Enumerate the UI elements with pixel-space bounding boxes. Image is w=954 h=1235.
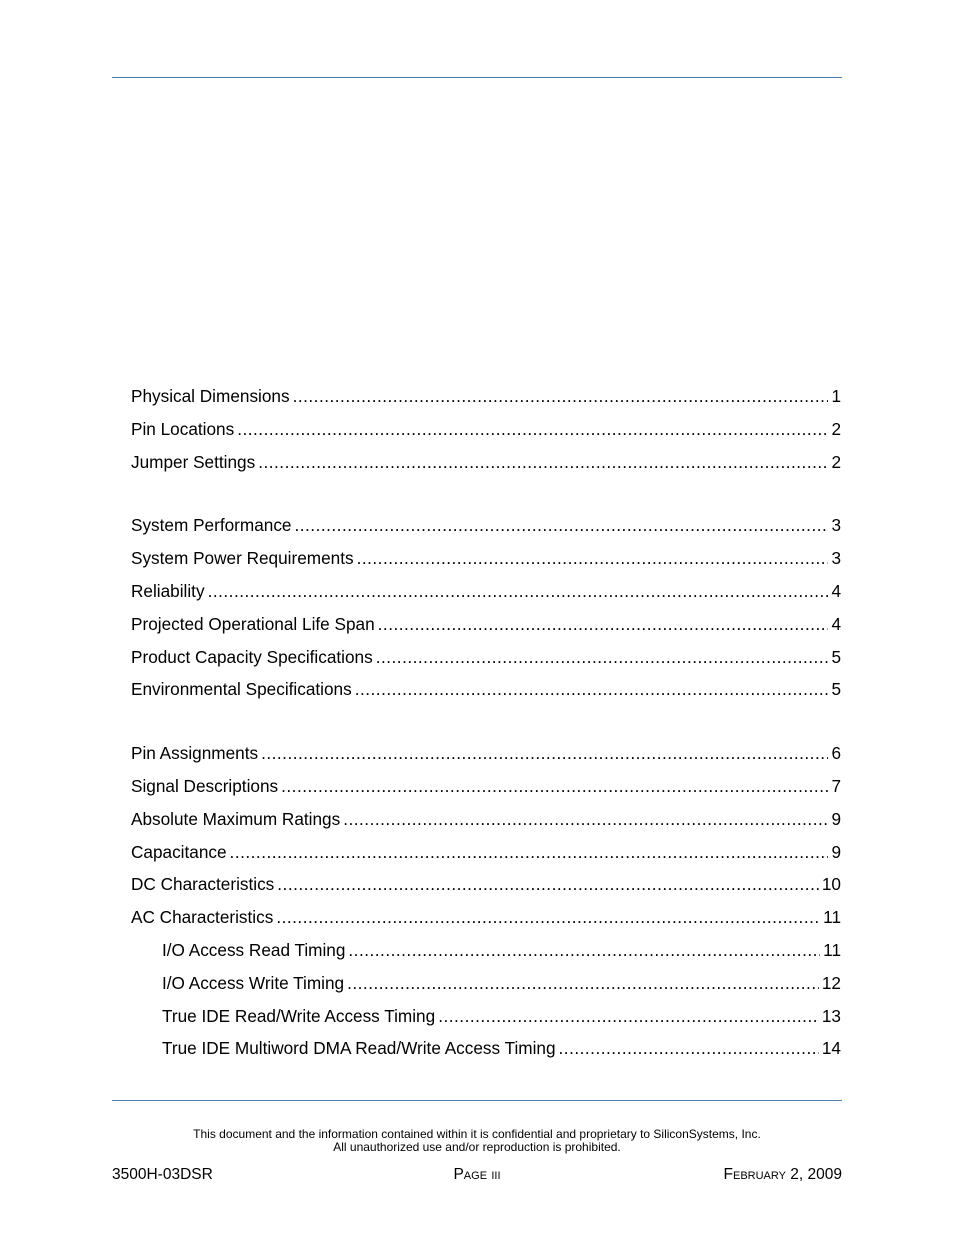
toc-entry-page: 5: [831, 679, 841, 700]
document-date: February 2, 2009: [723, 1166, 842, 1183]
toc-dot-leader: [378, 608, 829, 641]
table-of-contents: [131, 380, 841, 1096]
toc-entry-page: 13: [821, 1005, 841, 1026]
toc-entry-title: Pin Locations: [131, 418, 235, 439]
toc-dot-leader: [276, 901, 820, 934]
toc-entry[interactable]: [131, 413, 841, 446]
page-number: Page iii: [453, 1166, 501, 1183]
toc-dot-leader: [347, 967, 819, 1000]
toc-entry[interactable]: [131, 967, 841, 1000]
toc-entry[interactable]: [131, 1032, 841, 1065]
toc-group: [131, 380, 841, 478]
toc-entry-title: Product Capacity Specifications: [131, 646, 373, 667]
toc-entry-title: Pin Assignments: [131, 743, 259, 764]
toc-entry-page: 5: [831, 646, 841, 667]
toc-entry-page: 2: [831, 418, 841, 439]
toc-dot-leader: [355, 673, 829, 706]
toc-dot-leader: [348, 934, 820, 967]
toc-entry-title: System Performance: [131, 515, 292, 536]
notice-line-2: All unauthorized use and/or reproduction is prohibited.: [333, 1140, 621, 1154]
toc-dot-leader: [357, 542, 829, 575]
toc-entry[interactable]: [131, 901, 841, 934]
toc-entry[interactable]: [131, 641, 841, 674]
toc-entry-page: 3: [831, 548, 841, 569]
page-footer: [112, 1166, 842, 1186]
toc-entry[interactable]: [131, 673, 841, 706]
toc-entry-title: I/O Access Write Timing: [162, 972, 345, 993]
toc-entry-page: 7: [831, 775, 841, 796]
header-rule: [112, 77, 842, 78]
toc-entry[interactable]: [131, 803, 841, 836]
toc-entry-title: Absolute Maximum Ratings: [131, 808, 341, 829]
confidentiality-notice: [0, 1128, 954, 1154]
toc-dot-leader: [261, 737, 828, 770]
toc-entry-title: True IDE Read/Write Access Timing: [162, 1005, 436, 1026]
toc-dot-leader: [293, 380, 829, 413]
toc-entry-title: AC Characteristics: [131, 907, 274, 928]
toc-entry-title: Reliability: [131, 580, 205, 601]
toc-entry-page: 6: [831, 743, 841, 764]
toc-entry-page: 4: [831, 580, 841, 601]
toc-entry-title: DC Characteristics: [131, 874, 275, 895]
toc-dot-leader: [294, 509, 828, 542]
toc-entry[interactable]: [131, 380, 841, 413]
toc-entry[interactable]: [131, 542, 841, 575]
toc-entry-title: Environmental Specifications: [131, 679, 352, 700]
toc-entry-title: Signal Descriptions: [131, 775, 279, 796]
toc-entry-title: Capacitance: [131, 841, 227, 862]
toc-entry-page: 9: [831, 808, 841, 829]
toc-entry-page: 12: [821, 972, 841, 993]
toc-dot-leader: [281, 770, 828, 803]
toc-group: [131, 737, 841, 1065]
toc-entry-page: 1: [831, 386, 841, 406]
toc-dot-leader: [277, 868, 819, 901]
toc-entry[interactable]: [131, 770, 841, 803]
footer-rule: [112, 1100, 842, 1101]
toc-entry-page: 11: [823, 907, 841, 928]
toc-entry[interactable]: [131, 509, 841, 542]
toc-dot-leader: [559, 1032, 819, 1065]
toc-dot-leader: [438, 1000, 819, 1033]
toc-entry[interactable]: [131, 836, 841, 869]
toc-dot-leader: [343, 803, 828, 836]
toc-dot-leader: [230, 836, 829, 869]
toc-entry-page: 3: [831, 515, 841, 536]
toc-dot-leader: [258, 446, 828, 479]
toc-entry-page: 4: [831, 613, 841, 634]
document-id: 3500H-03DSR: [112, 1166, 213, 1183]
toc-entry-title: Jumper Settings: [131, 451, 256, 472]
toc-entry[interactable]: [131, 446, 841, 479]
toc-entry-title: True IDE Multiword DMA Read/Write Access Timing: [162, 1038, 556, 1059]
toc-entry[interactable]: [131, 737, 841, 770]
toc-entry[interactable]: [131, 575, 841, 608]
toc-dot-leader: [237, 413, 828, 446]
toc-entry[interactable]: [131, 608, 841, 641]
toc-entry-title: System Power Requirements: [131, 548, 354, 569]
toc-entry[interactable]: [131, 1000, 841, 1033]
toc-group: [131, 509, 841, 706]
toc-entry-page: 10: [821, 874, 841, 895]
toc-entry-page: 2: [831, 451, 841, 472]
toc-entry[interactable]: [131, 934, 841, 967]
toc-entry-title: Projected Operational Life Span: [131, 613, 375, 634]
toc-entry-page: 9: [831, 841, 841, 862]
toc-dot-leader: [208, 575, 829, 608]
toc-dot-leader: [376, 641, 829, 674]
toc-entry[interactable]: [131, 868, 841, 901]
toc-entry-title: Physical Dimensions: [131, 386, 290, 406]
toc-entry-page: 11: [823, 939, 841, 960]
toc-entry-title: I/O Access Read Timing: [162, 939, 346, 960]
notice-line-1: This document and the information contained within it is confidential and proprietary to SiliconSystems, Inc.: [193, 1127, 761, 1141]
toc-entry-page: 14: [821, 1038, 841, 1059]
